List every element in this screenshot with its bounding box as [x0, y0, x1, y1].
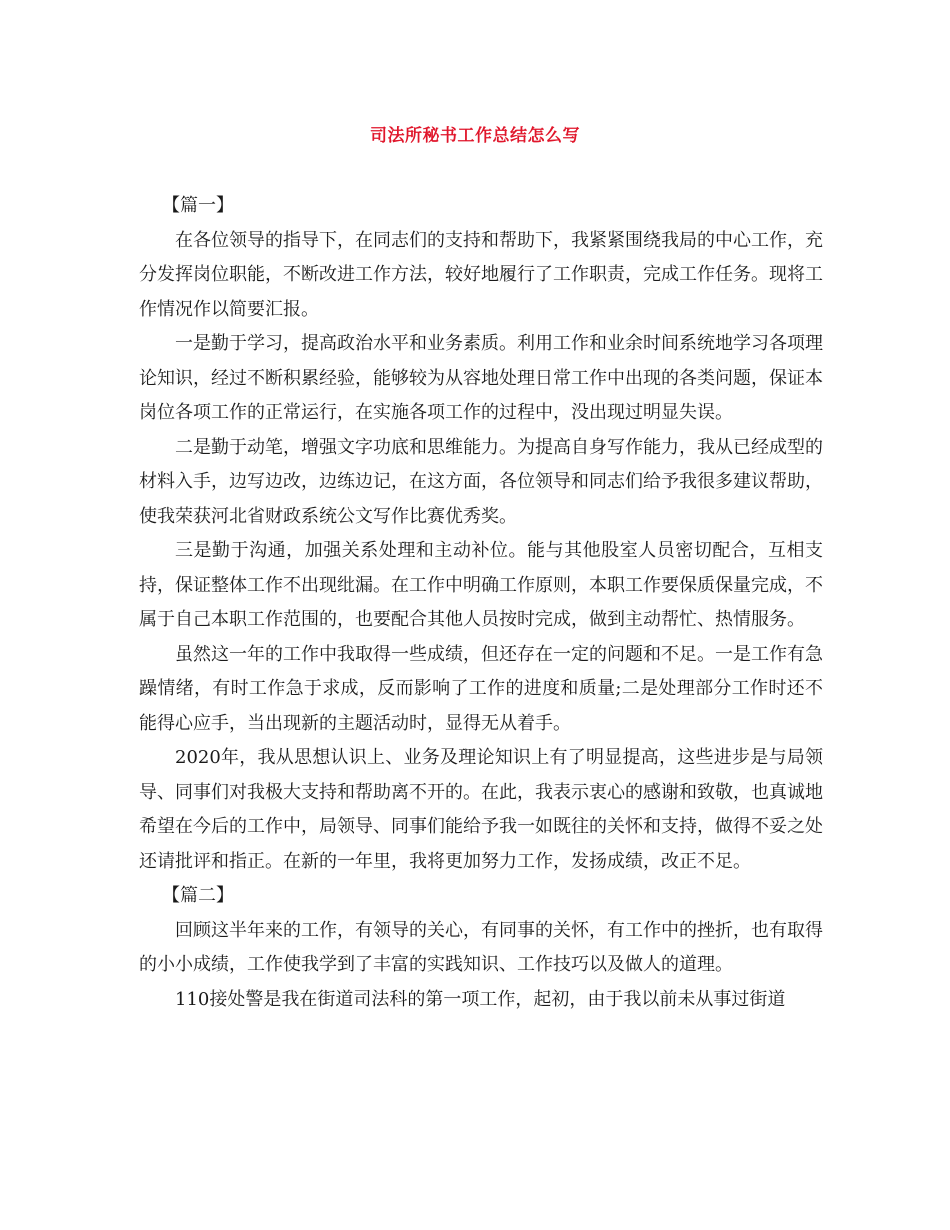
paragraph: 二是勤于动笔，增强文字功底和思维能力。为提高自身写作能力，我从已经成型的材料入手，边写边改，边练边记，在这方面，各位领导和同志们给予我很多建议帮助，使我荣获河北省财政系统公文写作比赛优秀奖。 [139, 436, 823, 527]
section-heading-2: 【篇二】 [162, 885, 234, 906]
paragraph: 回顾这半年来的工作，有领导的关心，有同事的关怀，有工作中的挫折，也有取得的小小成绩，工作使我学到了丰富的实践知识、工作技巧以及做人的道理。 [139, 919, 823, 975]
document-body [139, 189, 823, 1017]
paragraph: 三是勤于沟通，加强关系处理和主动补位。能与其他股室人员密切配合，互相支持，保证整体工作不出现纰漏。在工作中明确工作原则，本职工作要保质保量完成，不属于自己本职工作范围的，也要配合其他人员按时完成，做到主动帮忙、热情服务。 [139, 540, 823, 630]
paragraph: 一是勤于学习，提高政治水平和业务素质。利用工作和业余时间系统地学习各项理论知识，经过不断积累经验，能够较为从容地处理日常工作中出现的各类问题，保证本岗位各项工作的正常运行，在实施各项工作的过程中，没出现过明显失误。 [139, 333, 823, 423]
paragraph: 在各位领导的指导下，在同志们的支持和帮助下，我紧紧围绕我局的中心工作，充分发挥岗位职能，不断改进工作方法，较好地履行了工作职责，完成工作任务。现将工作情况作以简要汇报。 [139, 229, 823, 320]
paragraph: 2020年，我从思想认识上、业务及理论知识上有了明显提高，这些进步是与局领导、同事们对我极大支持和帮助离不开的。在此，我表示衷心的感谢和致敬，也真诚地希望在今后的工作中，局领导、同事们能给予我一如既往的关怀和支持，做得不妥之处还请批评和指正。在新的一年里，我将更加努力工作，发扬成绩，改正不足。 [139, 747, 823, 872]
section-heading-1: 【篇一】 [162, 195, 234, 216]
paragraph: 110接处警是我在街道司法科的第一项工作，起初，由于我以前未从事过街道 [175, 988, 786, 1010]
document-title: 司法所秘书工作总结怎么写 [370, 126, 580, 146]
paragraph: 虽然这一年的工作中我取得一些成绩，但还存在一定的问题和不足。一是工作有急躁情绪，有时工作急于求成，反而影响了工作的进度和质量;二是处理部分工作时还不能得心应手，当出现新的主题活动时，显得无从着手。 [139, 643, 823, 734]
